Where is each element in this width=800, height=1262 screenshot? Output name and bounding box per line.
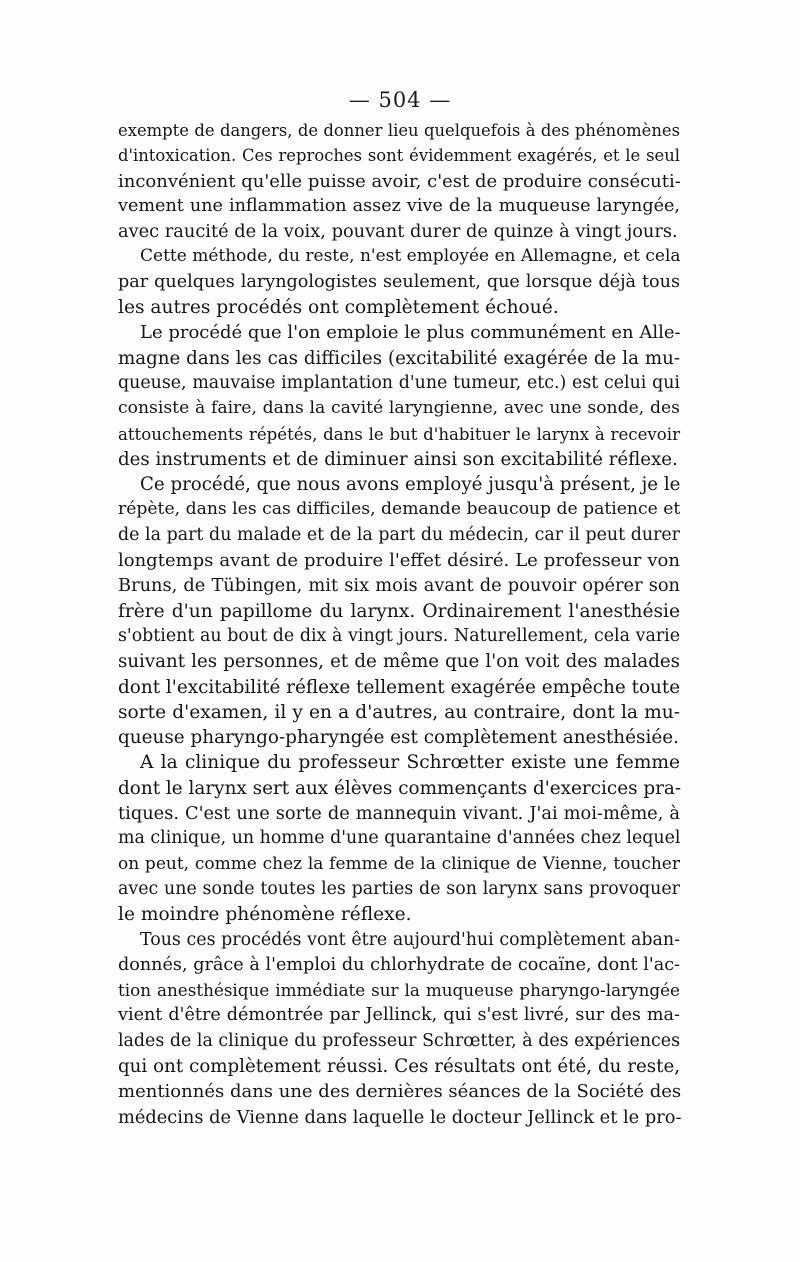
text-line: A la clinique du professeur Schrœtter existe une femme [140, 752, 680, 774]
text-line: queuse, mauvaise implantation d'une tumeur, etc.) est celui qui [118, 372, 680, 393]
text-line: par quelques laryngologistes seulement, que lorsque déjà tous [118, 271, 680, 292]
text-line: attouchements répétés, dans le but d'habituer le larynx à recevoir [118, 424, 680, 444]
text-line: Tous ces procédés vont être aujourd'hui complètement aban- [140, 929, 680, 950]
text-line: dont l'excitabilité réflexe tellement exagérée empêche toute [118, 676, 681, 698]
text-line: s'obtient au bout de dix à vingt jours. Naturellement, cela varie [118, 625, 680, 646]
text-line: vement une inflammation assez vive de la muqueuse laryngée, [118, 195, 680, 216]
text-line: avec raucité de la voix, pouvant durer de quinze à vingt jours. [118, 221, 678, 243]
text-line: suivant les personnes, et de même que l'on voit des malades [118, 651, 680, 673]
text-line: qui ont complètement réussi. Ces résultats ont été, du reste, [118, 1055, 680, 1077]
text-line: Le procédé que l'on emploie le plus communément en Alle- [140, 322, 681, 344]
text-line: exempte de dangers, de donner lieu quelquefois à des phénomènes [118, 121, 680, 140]
text-line: longtemps avant de produire l'effet désiré. Le professeur von [118, 550, 680, 572]
text-line: dont le larynx sert aux élèves commençants d'exercices pra- [118, 777, 682, 799]
text-line: Ce procédé, que nous avons employé jusqu'à présent, je le [140, 474, 681, 496]
text-line: Bruns, de Tübingen, mit six mois avant de pouvoir opérer son [118, 575, 680, 597]
text-line: lades de la clinique du professeur Schrœtter, à des expériences [118, 1030, 680, 1051]
text-line: on peut, comme chez la femme de la clinique de Vienne, toucher [118, 853, 680, 874]
text-line: répète, dans les cas difficiles, demande beaucoup de patience et [118, 499, 681, 520]
text-line: de la part du malade et de la part du médecin, car il peut durer [118, 524, 680, 545]
text-line: médecins de Vienne dans laquelle le docteur Jellinck et le pro- [118, 1106, 682, 1128]
text-line: inconvénient qu'elle puisse avoir, c'est de produire consécuti- [118, 170, 681, 192]
text-line: le moindre phénomène réflexe. [118, 904, 412, 926]
page-number: — 504 — [348, 88, 452, 112]
text-line: vient d'être démontrée par Jellinck, qui s'est livré, sur des ma- [118, 1005, 680, 1026]
text-line: ma clinique, un homme d'une quarantaine d'années chez lequel [118, 828, 681, 849]
text-line: magne dans les cas difficiles (excitabilité exagérée de la mu- [118, 347, 680, 369]
text-line: tion anesthésique immédiate sur la muqueuse pharyngo-laryngée [118, 980, 680, 1001]
body-text [118, 118, 680, 1130]
text-line: consiste à faire, dans la cavité laryngienne, avec une sonde, des [118, 398, 680, 419]
text-line: Cette méthode, du reste, n'est employée en Allemagne, et cela [140, 246, 681, 267]
text-line: donnés, grâce à l'emploi du chlorhydrate de cocaïne, dont l'ac- [118, 954, 680, 975]
text-line: d'intoxication. Ces reproches sont évidemment exagérés, et le seul [118, 146, 680, 166]
text-line: tiques. C'est une sorte de mannequin vivant. J'ai moi-même, à [118, 803, 680, 825]
text-line: sorte d'examen, il y en a d'autres, au contraire, dont la mu- [118, 701, 680, 723]
text-line: les autres procédés ont complètement échoué. [118, 297, 559, 319]
text-line: des instruments et de diminuer ainsi son excitabilité réflexe. [118, 448, 678, 470]
text-line: frère d'un papillome du larynx. Ordinairement l'anesthésie [118, 600, 680, 622]
text-line: avec une sonde toutes les parties de son larynx sans provoquer [118, 878, 680, 899]
text-line: queuse pharyngo-pharyngée est complètement anesthésiée. [118, 727, 679, 749]
text-line: mentionnés dans une des dernières séances de la Société des [118, 1081, 682, 1103]
